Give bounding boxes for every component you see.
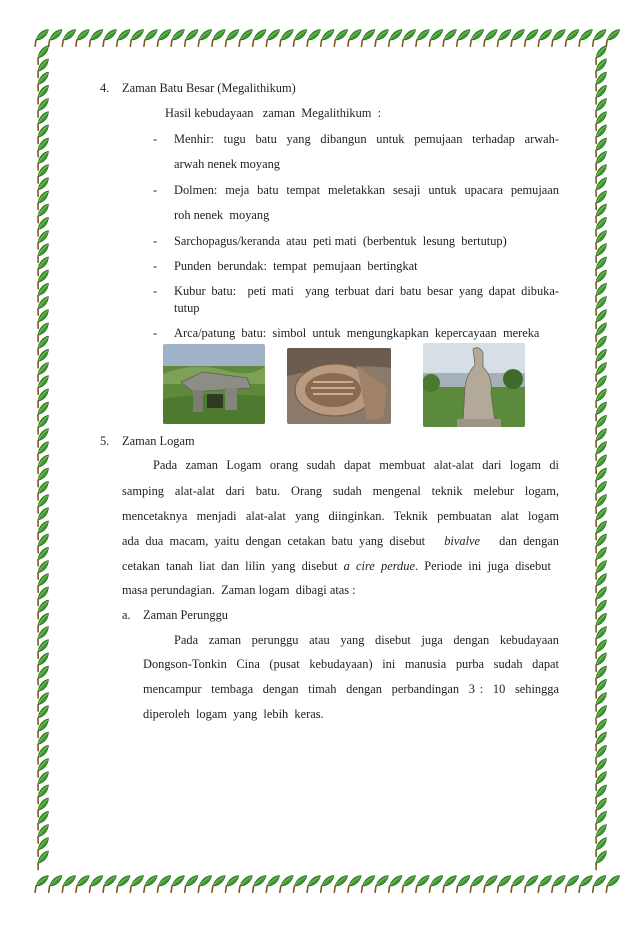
section-4-number: 4.	[100, 81, 110, 95]
section-5-para-line-3: mencetaknya menjadi alat-alat yang diinginkan. Teknik pembuatan alat logam	[122, 509, 559, 523]
sarcophagus-photo	[287, 348, 391, 424]
para-line-4-text-a: ada dua macam, yaitu dengan cetakan batu yang disebut	[122, 534, 426, 548]
list-dash: -	[153, 326, 158, 340]
stone-statue-photo	[423, 343, 525, 427]
list-item-continuation: roh nenek moyang	[174, 208, 270, 222]
subsection-a-title: Zaman Perunggu	[143, 608, 228, 622]
section-4-intro: Hasil kebudayaan zaman Megalithikum :	[165, 106, 382, 120]
section-4-title: Zaman Batu Besar (Megalithikum)	[122, 81, 296, 95]
list-dash: -	[153, 183, 158, 197]
list-dash: -	[153, 132, 158, 146]
subsection-a-line-4: diperoleh logam yang lebih keras.	[143, 707, 324, 721]
para-line-4-text-b: dan dengan	[499, 534, 559, 548]
section-5-para-line-6: masa perundagian. Zaman logam dibagi atas :	[122, 583, 356, 597]
dolmen-photo	[163, 344, 265, 424]
list-item-line: Dolmen: meja batu tempat meletakkan sesaji untuk upacara pemujaan	[174, 183, 559, 197]
subsection-a-line-2: Dongson-Tonkin Cina (pusat kebudayaan) ini manusia purba sudah dapat	[143, 657, 559, 671]
list-dash: -	[153, 234, 158, 248]
list-item-continuation: arwah nenek moyang	[174, 157, 280, 171]
bivalve-term: bivalve	[444, 534, 481, 548]
list-item-line: Menhir: tugu batu yang dibangun untuk pemujaan terhadap arwah-	[174, 132, 559, 146]
list-item-continuation: tutup	[174, 301, 200, 315]
section-5-number: 5.	[100, 434, 110, 448]
section-5-title: Zaman Logam	[122, 434, 195, 448]
cire-perdue-term: a cire perdue	[343, 559, 415, 573]
section-5-para-line-4	[122, 534, 559, 549]
subsection-a-letter: a.	[122, 608, 131, 622]
section-5-para-line-1: Pada zaman Logam orang sudah dapat membuat alat-alat dari logam di	[153, 458, 559, 472]
list-item-line: Punden berundak: tempat pemujaan bertingkat	[174, 259, 418, 273]
para-line-5-text-a: cetakan tanah liat dan lilin yang disebut	[122, 559, 338, 573]
list-dash: -	[153, 259, 158, 273]
list-item-line: Kubur batu: peti mati yang terbuat dari batu besar yang dapat dibuka-	[174, 284, 559, 298]
subsection-a-line-1: Pada zaman perunggu atau yang disebut juga dengan kebudayaan	[174, 633, 559, 647]
list-dash: -	[153, 284, 158, 298]
section-5-para-line-5	[122, 559, 551, 574]
section-5-para-line-2: samping alat-alat dari batu. Orang sudah mengenal teknik melebur logam,	[122, 484, 559, 498]
list-item-line: Arca/patung batu: simbol untuk mengungkapkan kepercayaan mereka	[174, 326, 540, 340]
subsection-a-line-3: mencampur tembaga dengan timah dengan perbandingan 3 : 10 sehingga	[143, 682, 559, 696]
list-item-line: Sarchopagus/keranda atau peti mati (berbentuk lesung bertutup)	[174, 234, 507, 248]
para-line-5-text-b: . Periode ini juga disebut	[414, 559, 551, 573]
